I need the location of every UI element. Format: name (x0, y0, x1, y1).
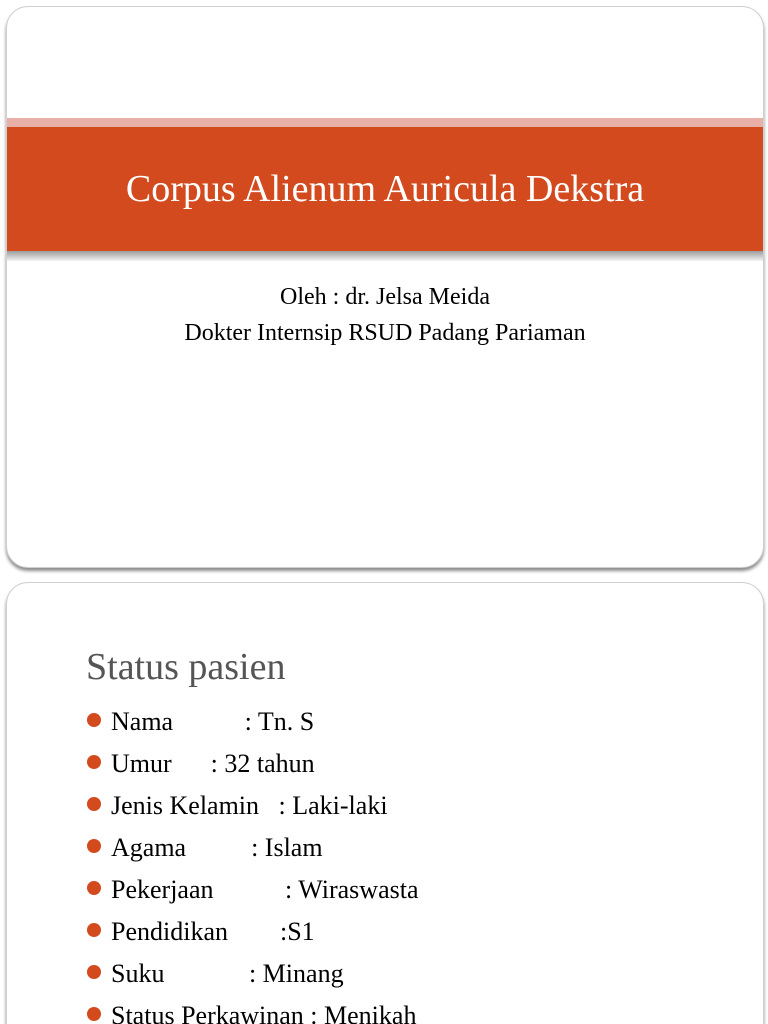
slide-subtitle (7, 279, 763, 351)
bullet-icon (87, 713, 101, 727)
bullet-text: Status Perkawinan : Menikah (111, 1001, 417, 1024)
author-line: Oleh : dr. Jelsa Meida (280, 284, 490, 310)
affiliation-line: Dokter Internsip RSUD Padang Pariaman (184, 320, 586, 346)
slide-title: Corpus Alienum Auricula Dekstra (125, 168, 645, 210)
bullet-text: Agama : Islam (111, 833, 323, 862)
bullet-icon (87, 923, 101, 937)
title-band-highlight (7, 118, 763, 127)
bullet-icon (87, 755, 101, 769)
bullet-text: Nama : Tn. S (111, 707, 315, 736)
bullet-text: Suku : Minang (111, 959, 344, 988)
bullet-icon (87, 965, 101, 979)
bullet-text: Pekerjaan : Wiraswasta (111, 875, 419, 904)
bullet-icon (87, 881, 101, 895)
bullet-text: Jenis Kelamin : Laki-laki (111, 791, 388, 820)
bullet-icon (87, 797, 101, 811)
title-slide (6, 6, 764, 568)
bullet-text: Umur : 32 tahun (111, 749, 315, 778)
bullet-text: Pendidikan :S1 (111, 917, 315, 946)
content-slide (6, 582, 764, 1024)
bullet-icon (87, 1007, 101, 1021)
slide-heading: Status pasien (86, 646, 286, 688)
bullet-icon (87, 839, 101, 853)
title-band-shadow (7, 251, 763, 261)
